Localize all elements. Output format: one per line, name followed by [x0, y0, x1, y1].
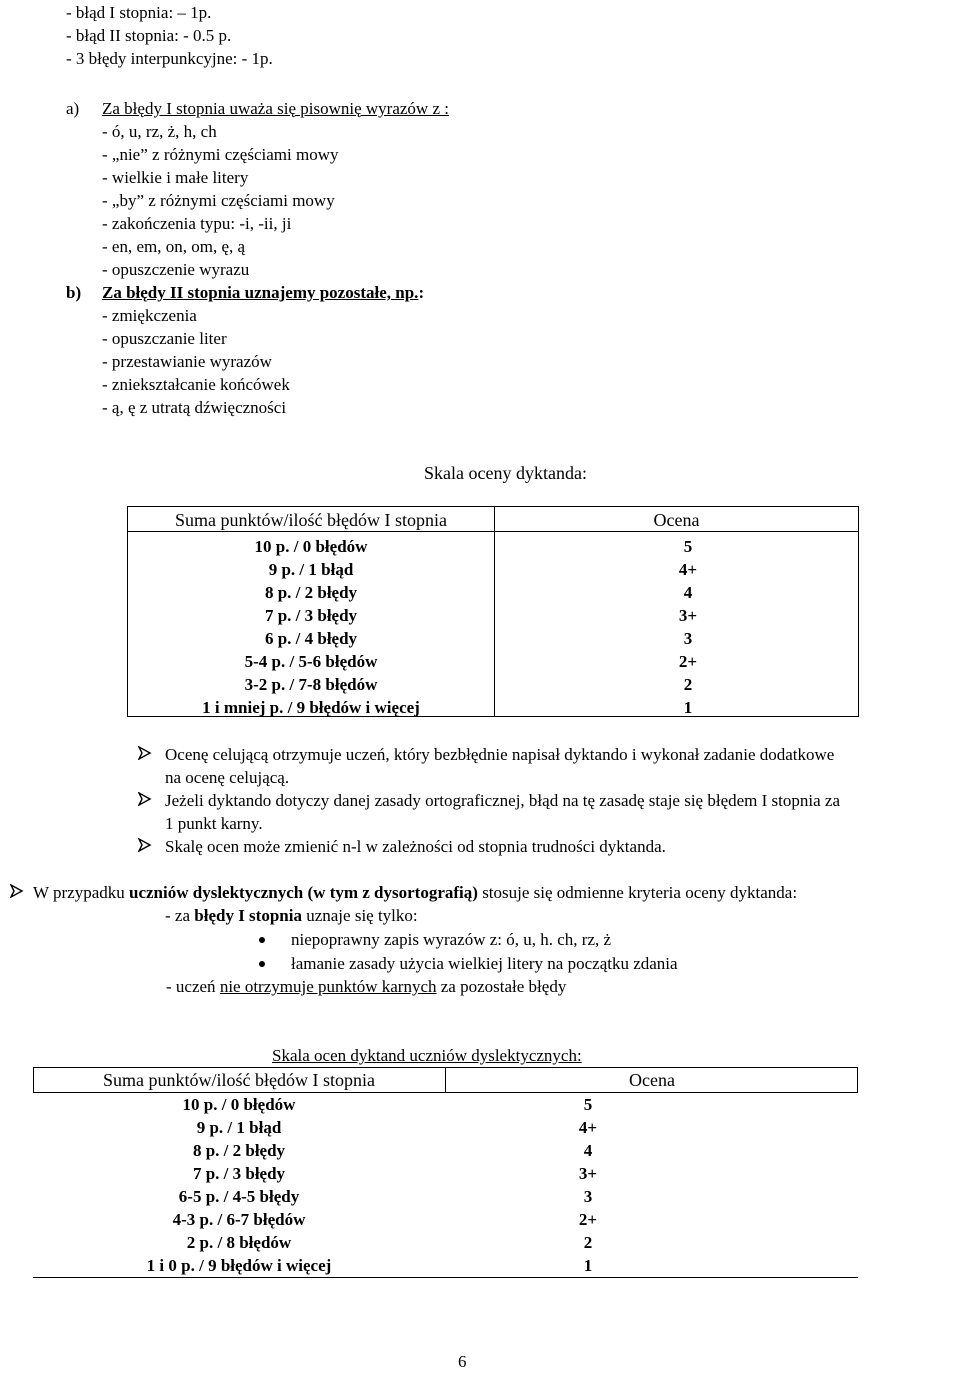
table-row-points: 10 p. / 0 błędów	[254, 537, 368, 556]
table-row-points: 1 i 0 p. / 9 błędów i więcej	[146, 1256, 332, 1275]
section-a-item: - „by” z różnymi częściami mowy	[102, 191, 335, 210]
table2-col-points: Suma punktów/ilość błędów I stopnia	[103, 1070, 375, 1090]
intro-line-3: - 3 błędy interpunkcyjne: - 1p.	[66, 49, 273, 68]
table-row-grade: 3+	[578, 1164, 598, 1183]
table-row-grade: 3+	[678, 606, 698, 625]
dyslexia-intro-bold: uczniów dyslektycznych (w tym z dysortografią)	[129, 883, 478, 902]
section-a-heading: Za błędy I stopnia uważa się pisownię wyrazów z :	[102, 99, 449, 118]
section-b-item: - zmiękczenia	[102, 306, 197, 325]
table-row-points: 1 i mniej p. / 9 błędów i więcej	[202, 698, 420, 717]
dyslexia-intro-text: W przypadku	[33, 883, 129, 902]
table-row-points: 3-2 p. / 7-8 błędów	[244, 675, 378, 694]
table-row-points: 8 p. / 2 błędy	[264, 583, 358, 602]
table1-col-points: Suma punktów/ilość błędów I stopnia	[175, 510, 447, 530]
section-b-heading-line	[102, 281, 424, 304]
dyslexia-grading-table	[33, 1067, 858, 1278]
table-row-grade: 1	[683, 698, 693, 717]
dyslexia-text: - za	[165, 906, 195, 925]
section-a-item: - „nie” z różnymi częściami mowy	[102, 145, 339, 164]
table-row-points: 9 p. / 1 błąd	[268, 560, 354, 579]
dyslexia-intro	[33, 881, 797, 904]
table-row-grade: 4+	[578, 1118, 598, 1137]
table-row-points: 9 p. / 1 błąd	[196, 1118, 282, 1137]
table-row-points: 7 p. / 3 błędy	[192, 1164, 286, 1183]
table-row-points: 4-3 p. / 6-7 błędów	[172, 1210, 306, 1229]
dyslexia-bold: błędy I stopnia	[194, 906, 302, 925]
section-b-heading-suffix: :	[418, 283, 425, 302]
table2-title: Skala ocen dyktand uczniów dyslektycznych:	[272, 1046, 582, 1065]
table-row-grade: 2+	[678, 652, 698, 671]
table-row-grade: 3	[683, 629, 693, 648]
table-row-points: 6-5 p. / 4-5 błędy	[178, 1187, 300, 1206]
dyslexia-bullet-1: niepoprawny zapis wyrazów z: ó, u, h. ch, rz, ż	[291, 930, 612, 949]
dyslexia-underlined: nie otrzymuje punktów karnych	[219, 977, 437, 996]
dyslexia-text: za pozostałe błędy	[436, 977, 567, 996]
section-a-item: - en, em, on, om, ę, ą	[102, 237, 246, 256]
table-row-grade: 1	[583, 1256, 593, 1275]
section-a-item: - ó, u, rz, ż, h, ch	[102, 122, 217, 141]
intro-line-1: - błąd I stopnia: – 1p.	[66, 3, 212, 22]
table-row-grade: 5	[583, 1095, 593, 1114]
table1-col-grade: Ocena	[653, 510, 700, 530]
table1-title: Skala oceny dyktanda:	[424, 463, 587, 483]
note-1-line-2: na ocenę celującą.	[165, 768, 290, 787]
section-b-item: - zniekształcanie końcówek	[102, 375, 290, 394]
table-row-points: 6 p. / 4 błędy	[264, 629, 358, 648]
note-3-line-1: Skalę ocen może zmienić n-l w zależności od stopnia trudności dyktanda.	[165, 837, 666, 856]
dyslexia-text: - uczeń	[166, 977, 220, 996]
table-row-grade: 3	[583, 1187, 593, 1206]
table-row-grade: 2	[583, 1233, 593, 1252]
table-row-points: 2 p. / 8 błędów	[186, 1233, 292, 1252]
table-row-grade: 4	[683, 583, 693, 602]
section-b-item: - ą, ę z utratą dźwięczności	[102, 398, 287, 417]
table-row-grade: 2+	[578, 1210, 598, 1229]
table-row-points: 8 p. / 2 błędy	[192, 1141, 286, 1160]
grading-table	[127, 506, 859, 717]
table-row-points: 5-4 p. / 5-6 błędów	[244, 652, 378, 671]
section-b-heading: Za błędy II stopnia uznajemy pozostałe, np.	[102, 283, 419, 302]
section-a-marker: a)	[66, 99, 80, 118]
section-a-item: - wielkie i małe litery	[102, 168, 249, 187]
page-number: 6	[458, 1352, 467, 1371]
column-divider	[494, 507, 495, 716]
note-2-line-1: Jeżeli dyktando dotyczy danej zasady ortograficznej, błąd na tę zasadę staje się błędem I stopnia za	[165, 791, 840, 810]
note-1-line-1: Ocenę celującą otrzymuje uczeń, który bezbłędnie napisał dyktando i wykonał zadanie dodatkowe	[165, 745, 835, 764]
table-row-grade: 5	[683, 537, 693, 556]
table2-col-grade: Ocena	[629, 1070, 675, 1090]
section-b-item: - przestawianie wyrazów	[102, 352, 272, 371]
dyslexia-text: uznaje się tylko:	[301, 906, 418, 925]
bullet-dot-icon	[259, 961, 265, 967]
dyslexia-bullet-2: łamanie zasady użycia wielkiej litery na początku zdania	[291, 954, 678, 973]
section-a-item: - zakończenia typu: -i, -ii, ji	[102, 214, 292, 233]
table-row-grade: 4	[583, 1141, 593, 1160]
intro-line-2: - błąd II stopnia: - 0.5 p.	[66, 26, 232, 45]
dyslexia-first-degree	[165, 904, 418, 927]
note-2-line-2: 1 punkt karny.	[165, 814, 263, 833]
dyslexia-intro-text: stosuje się odmienne kryteria oceny dyktanda:	[477, 883, 798, 902]
bullet-dot-icon	[259, 937, 265, 943]
table-row-points: 10 p. / 0 błędów	[182, 1095, 296, 1114]
section-b-marker: b)	[66, 283, 82, 302]
section-b-item: - opuszczanie liter	[102, 329, 227, 348]
dyslexia-penalty	[166, 975, 566, 998]
table-row-points: 7 p. / 3 błędy	[264, 606, 358, 625]
table-row-grade: 2	[683, 675, 693, 694]
section-a-item: - opuszczenie wyrazu	[102, 260, 250, 279]
table-row-grade: 4+	[678, 560, 698, 579]
